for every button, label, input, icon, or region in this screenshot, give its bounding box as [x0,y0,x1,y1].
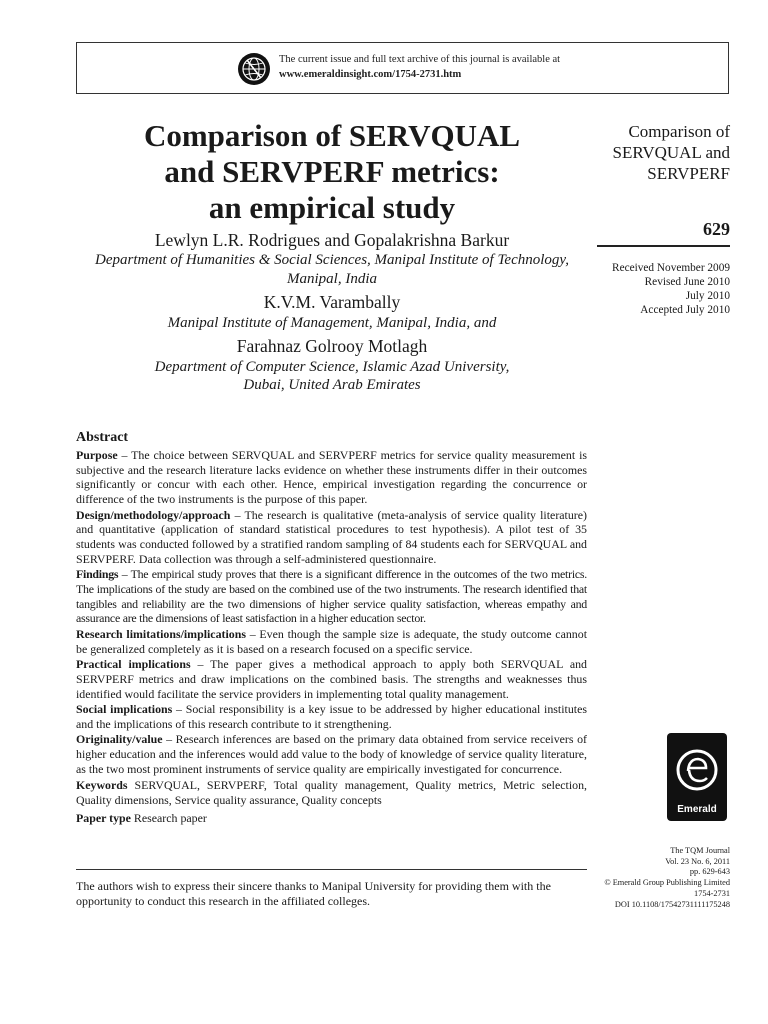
emerald-e-icon [667,737,727,807]
abstract-section [76,448,587,507]
journal-info-line: 1754-2731 [694,888,730,898]
running-title-line: Comparison of [628,122,730,141]
journal-info-line: pp. 629-643 [689,867,730,877]
journal-info-line: Vol. 23 No. 6, 2011 [665,856,730,866]
date-line: July 2010 [685,290,730,302]
footnote-divider [76,869,587,870]
author-affiliation: Manipal Institute of Management, Manipal, India, and [167,315,497,331]
author-name: K.V.M. Varambally [263,292,401,312]
logo-label: Emerald [677,804,717,815]
title-line: and SERVPERF metrics: [164,154,500,189]
submission-dates [590,261,730,317]
running-title [590,121,730,184]
section-text: – The choice between SERVQUAL and SERVPERF metrics for service quality measurement is subjective and the research literature lacks evidence on whether these instruments differ in their outcomes significantly or concur with each other. Hence, empirical investigation regarding the concurrence or difference of the two instruments is the purpose of this paper. [76,448,587,506]
journal-banner [76,42,729,94]
journal-info [570,846,730,910]
journal-info-line: © Emerald Group Publishing Limited [604,878,730,888]
title-line: Comparison of SERVQUAL [143,118,521,153]
abstract-section [76,567,587,626]
emerald-logo [667,733,727,821]
abstract-section [76,508,587,567]
section-label: Originality/value [76,732,163,747]
section-text: – The paper gives a methodical approach to apply both SERVQUAL and SERVPERF metrics and draw implications on the combined basis. The strengths and weaknesses thus identified would facilitate the service providers in implementing total quality management. [76,657,587,701]
section-text: – Research inferences are based on the primary data obtained from service receivers of higher education and the inferences would add value to the body of knowledge of service quality literature, as the two most prominent instruments of service quality are empirically investigated for concurrence. [76,732,587,776]
section-label: Social implications [76,702,173,717]
section-label: Purpose [76,448,118,462]
running-title-line: SERVQUAL and [612,143,730,162]
banner-line: The current issue and full text archive of this journal is available at [279,54,561,65]
section-label: Paper type [76,810,131,825]
acknowledgement-footnote: The authors wish to express their sincere thanks to Manipal University for providing them with the opportunity to conduct this research in the affiliated colleges. [76,879,551,908]
section-label: Research limitations/implications [76,626,246,641]
date-line: Accepted July 2010 [640,304,730,316]
globe-icon [237,52,271,86]
journal-info-line: The TQM Journal [670,846,730,855]
section-label: Practical implications [76,657,191,672]
author-affiliation: Dubai, United Arab Emirates [243,377,421,393]
paper-title [76,118,588,226]
page-number: 629 [703,219,730,239]
abstract-section [76,627,587,656]
section-text: Research paper [130,810,207,825]
abstract-body [76,448,587,826]
author-name: Lewlyn L.R. Rodrigues and Gopalakrishna Barkur [154,230,510,250]
abstract-section [76,732,587,776]
banner-text [279,52,560,82]
author-affiliation: Department of Computer Science, Islamic Azad University, [154,359,510,375]
abstract-heading: Abstract [76,430,129,445]
running-title-line: SERVPERF [647,164,730,183]
abstract-section [76,702,587,731]
section-text: – Even though the sample size is adequate, the study outcome cannot be generalized completely as it is based on a research focused on a specific service. [76,626,588,656]
section-text: SERVQUAL, SERVPERF, Total quality management, Quality metrics, Metric selection, Quality dimensions, Service quality assurance, Quality concepts [76,778,587,808]
abstract-section [76,657,587,701]
journal-info-line: DOI 10.1108/17542731111175248 [614,899,730,909]
author-affiliation: Manipal, India [287,271,377,287]
sidebar-divider [597,245,730,247]
section-text: – Social responsibility is a key issue to be addressed by higher educational institutes and the implications of this research contribute to it strengthening. [76,702,587,731]
section-label: Findings [76,567,119,582]
date-line: Revised June 2010 [644,276,730,288]
keywords [76,778,587,807]
author-name: Farahnaz Golrooy Motlagh [236,336,428,356]
section-label: Keywords [76,778,128,793]
section-text: – The research is qualitative (meta-analysis of service quality literature) and quantitative (application of standard statistical procedures to test hypothesis). A pilot test of 35 students was conducted followed by a stratified random sampling of 84 students each for SERVQUAL and SERVPERF. Data collection was through a self-administered questionnaire. [76,507,587,566]
date-line: Received November 2009 [612,262,730,274]
paper-type [76,811,587,826]
section-text: – The empirical study proves that there is a significant difference in the outcomes of the two metrics. The implications of the study are based on the combined use of the two instruments. The research identified that tangibles and reliability are the two dimensions of higher service quality satisfaction, whereas empathy and assurance are the dimensions of least satisfaction in a higher education sector. [76,567,587,626]
author-affiliation: Department of Humanities & Social Sciences, Manipal Institute of Technology, [95,252,569,268]
section-label: Design/methodology/approach [76,507,231,522]
journal-url-link[interactable]: www.emeraldinsight.com/1754-2731.htm [279,69,462,80]
title-line: an empirical study [208,190,456,225]
